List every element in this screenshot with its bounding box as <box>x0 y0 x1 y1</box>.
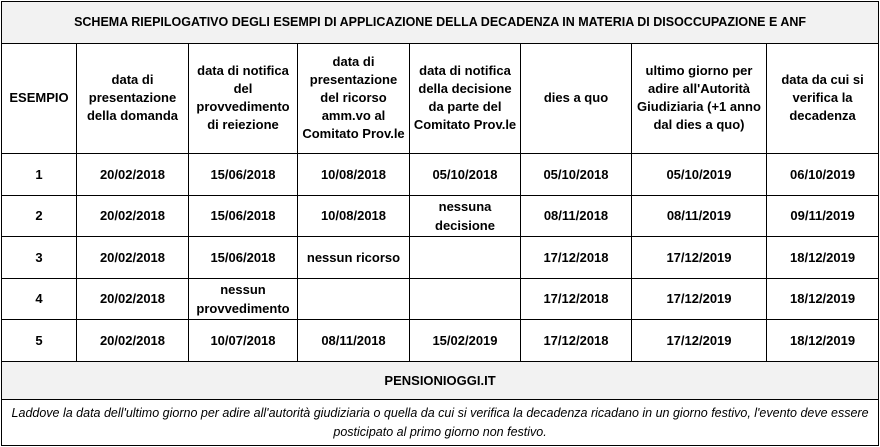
cell-data-notifica-decisione <box>410 237 521 279</box>
cell-dies-a-quo: 05/10/2018 <box>521 154 632 196</box>
cell-esempio: 3 <box>2 237 77 279</box>
cell-esempio: 2 <box>2 195 77 237</box>
header-data-notifica-reiezione: data di notifica del provvedimento di reiezione <box>189 43 298 153</box>
header-data-presentazione-domanda: data di presentazione della domanda <box>77 43 189 153</box>
header-ultimo-giorno: ultimo giorno per adire all'Autorità Giudiziaria (+1 anno dal dies a quo) <box>632 43 767 153</box>
decadenza-summary-table <box>1 1 879 446</box>
brand-label: PENSIONIOGGI.IT <box>2 361 879 400</box>
cell-ultimo-giorno: 05/10/2019 <box>632 154 767 196</box>
cell-data-presentazione-domanda: 20/02/2018 <box>77 237 189 279</box>
cell-data-presentazione-ricorso: 10/08/2018 <box>298 195 410 237</box>
header-data-notifica-decisione: data di notifica della decisione da parte del Comitato Prov.le <box>410 43 521 153</box>
cell-data-notifica-reiezione: nessun provvedimento <box>189 278 298 320</box>
header-data-presentazione-ricorso: data di presentazione del ricorso amm.vo al Comitato Prov.le <box>298 43 410 153</box>
cell-data-presentazione-ricorso: 10/08/2018 <box>298 154 410 196</box>
cell-data-presentazione-domanda: 20/02/2018 <box>77 154 189 196</box>
cell-dies-a-quo: 17/12/2018 <box>521 320 632 362</box>
cell-data-presentazione-domanda: 20/02/2018 <box>77 278 189 320</box>
cell-ultimo-giorno: 17/12/2019 <box>632 278 767 320</box>
header-esempio: ESEMPIO <box>2 43 77 153</box>
table-row <box>2 320 879 362</box>
cell-dies-a-quo: 08/11/2018 <box>521 195 632 237</box>
cell-ultimo-giorno: 08/11/2019 <box>632 195 767 237</box>
header-data-decadenza: data da cui si verifica la decadenza <box>767 43 879 153</box>
table-row <box>2 195 879 237</box>
header-dies-a-quo: dies a quo <box>521 43 632 153</box>
cell-data-presentazione-ricorso: nessun ricorso <box>298 237 410 279</box>
cell-data-notifica-decisione: 05/10/2018 <box>410 154 521 196</box>
cell-esempio: 4 <box>2 278 77 320</box>
title-row <box>2 2 879 44</box>
cell-data-decadenza: 18/12/2019 <box>767 320 879 362</box>
footnote: Laddove la data dell'ultimo giorno per adire all'autorità giudiziaria o quella da cui si verifica la decadenza ricadano in un giorno festivo, l'evento deve essere posticipato al primo giorno non festivo. <box>2 400 879 446</box>
cell-data-decadenza: 09/11/2019 <box>767 195 879 237</box>
cell-dies-a-quo: 17/12/2018 <box>521 237 632 279</box>
cell-data-presentazione-domanda: 20/02/2018 <box>77 195 189 237</box>
table-row <box>2 237 879 279</box>
cell-data-notifica-reiezione: 15/06/2018 <box>189 195 298 237</box>
cell-data-notifica-reiezione: 15/06/2018 <box>189 154 298 196</box>
cell-data-decadenza: 18/12/2019 <box>767 237 879 279</box>
cell-data-decadenza: 06/10/2019 <box>767 154 879 196</box>
cell-data-notifica-decisione: nessuna decisione <box>410 195 521 237</box>
table-row <box>2 154 879 196</box>
cell-esempio: 1 <box>2 154 77 196</box>
cell-data-presentazione-ricorso: 08/11/2018 <box>298 320 410 362</box>
cell-data-notifica-reiezione: 15/06/2018 <box>189 237 298 279</box>
cell-data-decadenza: 18/12/2019 <box>767 278 879 320</box>
cell-data-notifica-reiezione: 10/07/2018 <box>189 320 298 362</box>
cell-ultimo-giorno: 17/12/2019 <box>632 320 767 362</box>
cell-data-notifica-decisione <box>410 278 521 320</box>
brand-row <box>2 361 879 400</box>
cell-ultimo-giorno: 17/12/2019 <box>632 237 767 279</box>
cell-data-presentazione-ricorso <box>298 278 410 320</box>
table-row <box>2 278 879 320</box>
header-row <box>2 43 879 153</box>
table-title: SCHEMA RIEPILOGATIVO DEGLI ESEMPI DI APPLICAZIONE DELLA DECADENZA IN MATERIA DI DISOCCUPAZIONE E ANF <box>2 2 879 44</box>
cell-data-notifica-decisione: 15/02/2019 <box>410 320 521 362</box>
cell-dies-a-quo: 17/12/2018 <box>521 278 632 320</box>
note-row <box>2 400 879 446</box>
cell-esempio: 5 <box>2 320 77 362</box>
cell-data-presentazione-domanda: 20/02/2018 <box>77 320 189 362</box>
